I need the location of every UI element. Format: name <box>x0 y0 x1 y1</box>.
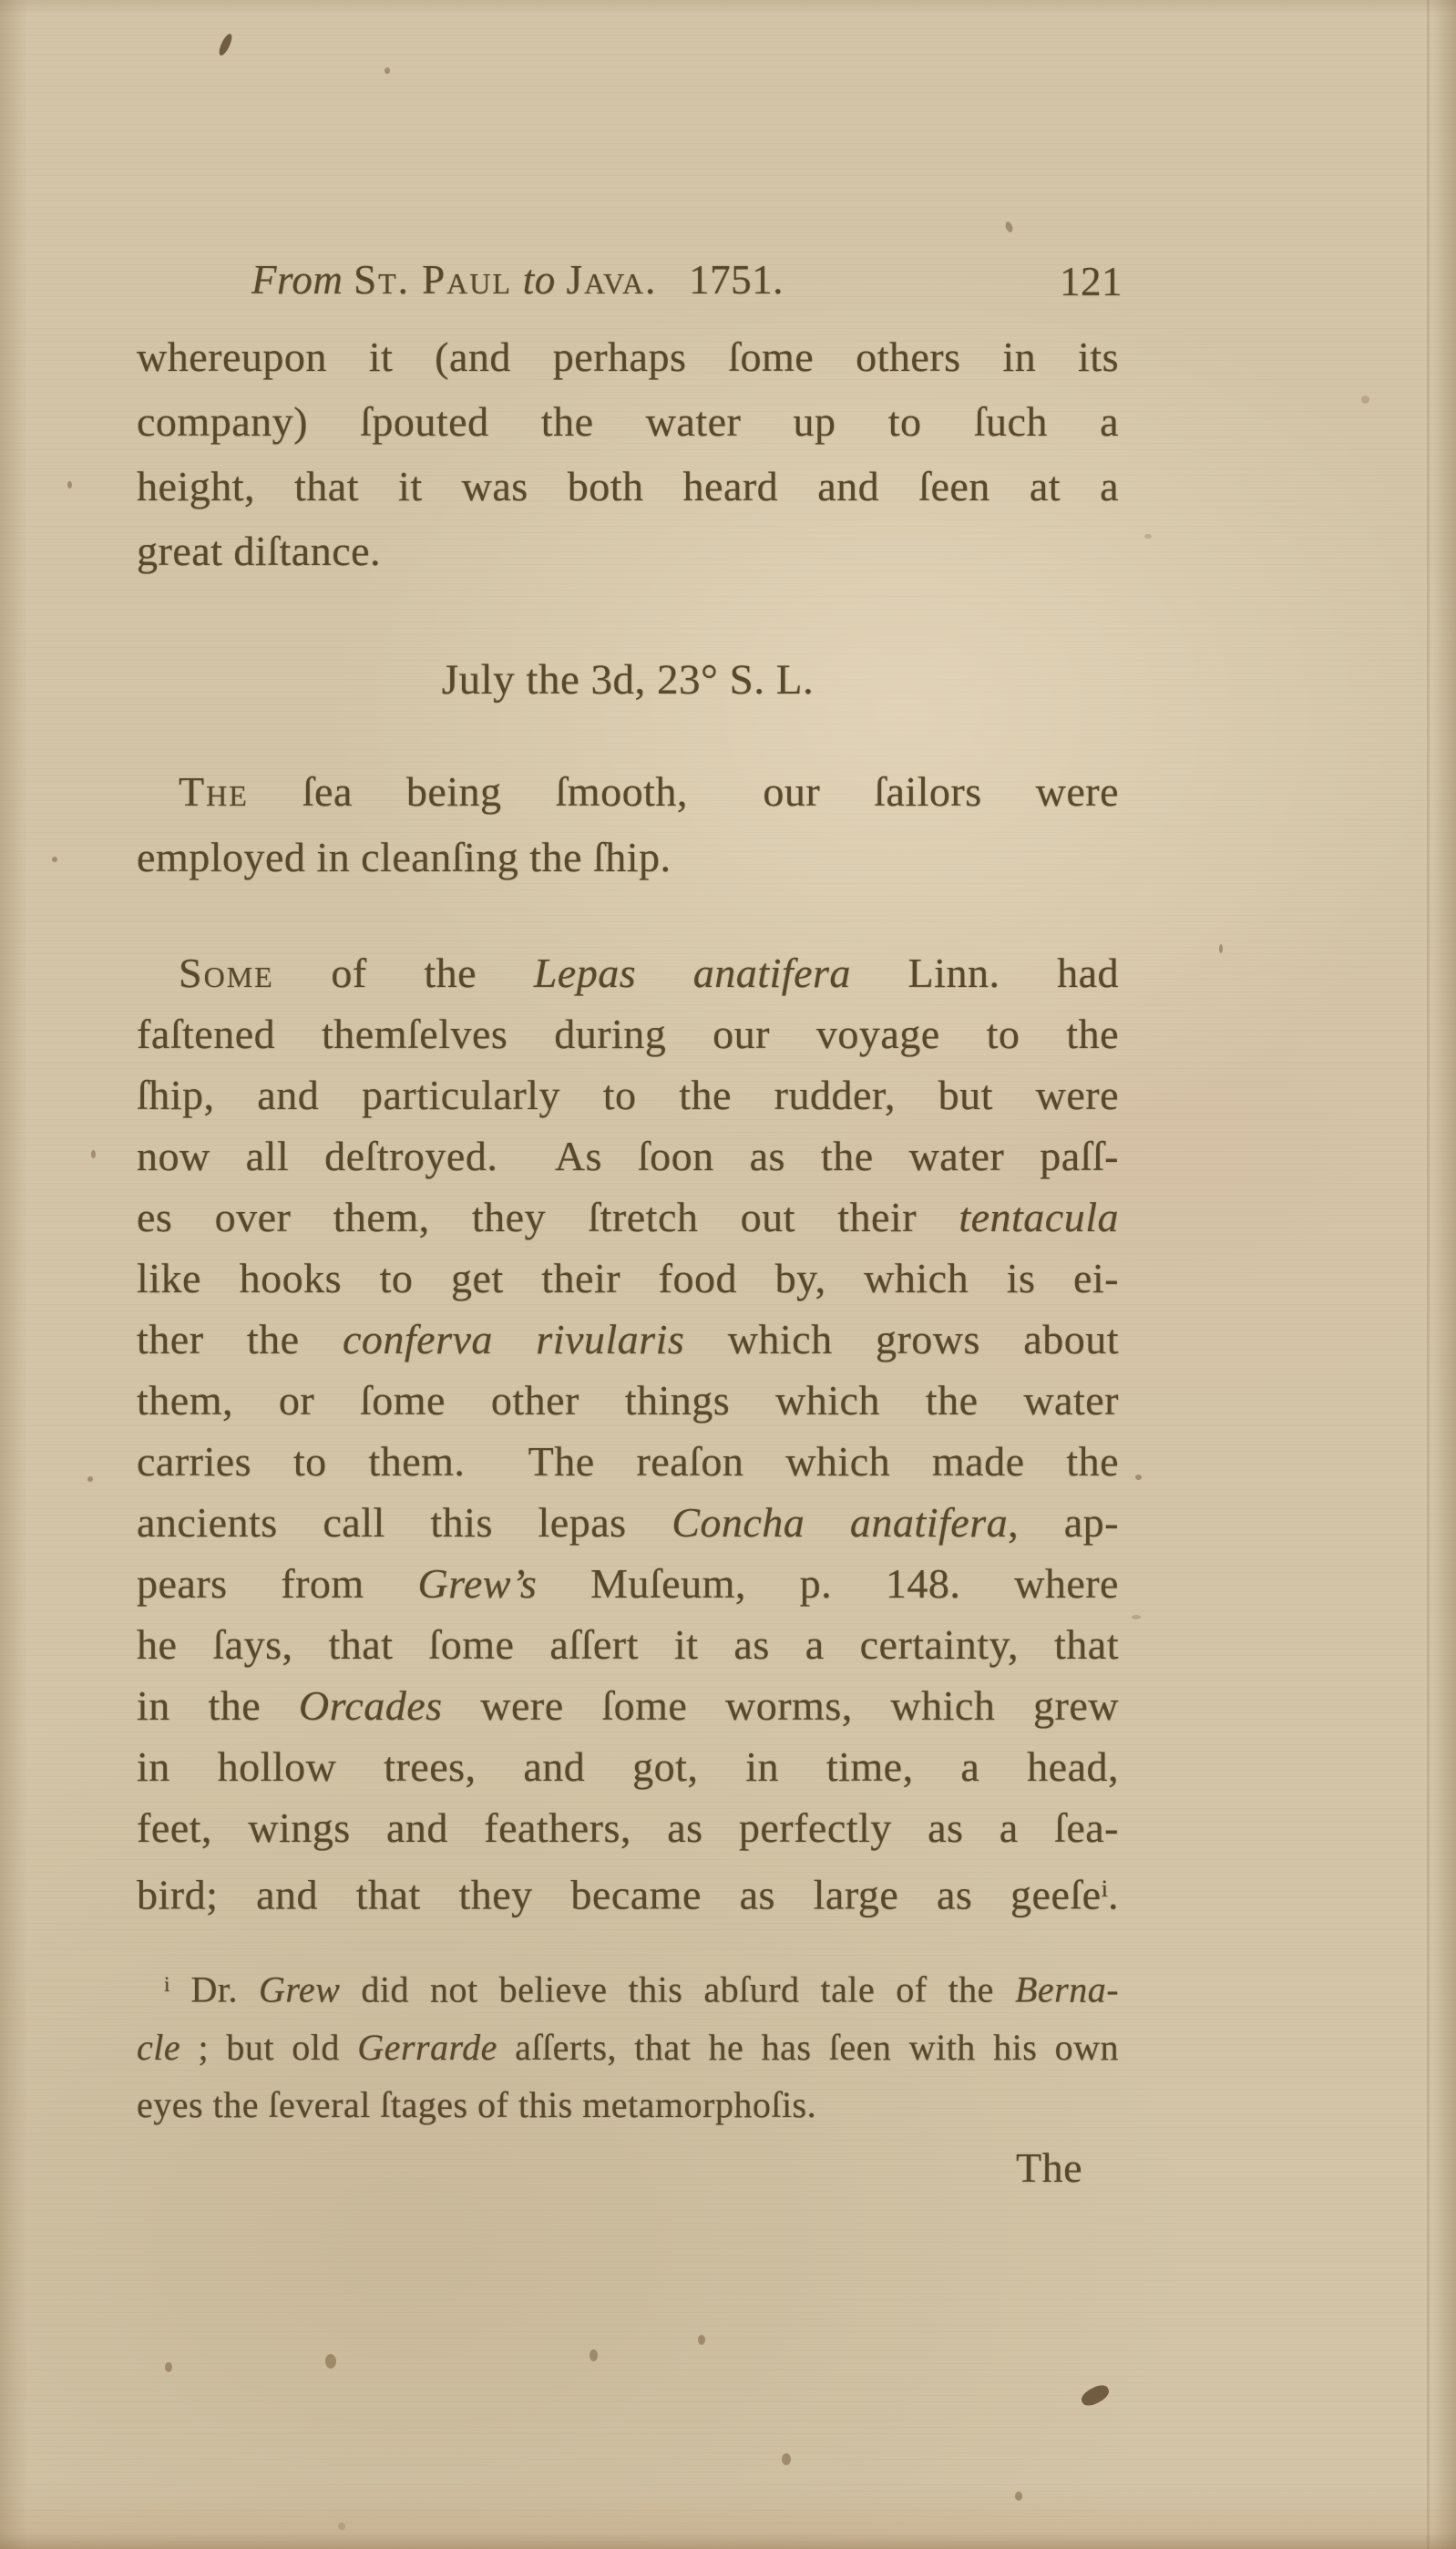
text-line <box>137 1431 1119 1492</box>
text-segment: 1751. <box>657 257 784 303</box>
paper-speck <box>1015 2492 1022 2501</box>
text-segment: height, that it was both heard and ſeen at a <box>137 463 1119 509</box>
text-segment: were ſome worms, which grew <box>442 1682 1119 1729</box>
text-line <box>137 389 1119 454</box>
text-segment <box>512 257 523 303</box>
paper-speck <box>1144 534 1152 539</box>
paper-speck <box>385 67 390 74</box>
text-segment: Java. <box>566 257 658 303</box>
text-segment: did not believe this abſurd tale of the <box>340 1968 1015 2010</box>
text-segment: which grows about <box>684 1316 1119 1362</box>
text-segment: carries to them. The reaſon which made the <box>137 1438 1119 1485</box>
text-segment: ſea being ſmooth, our ſailors were <box>248 768 1119 815</box>
page-edge-line <box>1427 0 1430 2549</box>
running-header-title <box>251 256 784 303</box>
text-segment: ; but old <box>180 2026 358 2068</box>
text-segment: Some <box>179 950 274 996</box>
paper-speck <box>1219 944 1223 953</box>
page-number: 121 <box>1060 259 1123 304</box>
text-segment: of the <box>273 950 534 996</box>
text-segment: tentacula <box>959 1194 1119 1240</box>
text-segment: aſſerts, that he has ſeen with his own <box>497 2026 1120 2068</box>
text-line <box>137 519 1119 583</box>
text-segment: cle <box>137 2026 181 2068</box>
text-line <box>137 1187 1119 1248</box>
text-line <box>137 1492 1119 1553</box>
text-line <box>137 1957 1119 2019</box>
text-segment: in the <box>137 1682 299 1729</box>
text-segment: company) ſpouted the water up to ſuch a <box>137 398 1119 445</box>
text-segment: conferva rivularis <box>342 1316 685 1362</box>
paper-speck <box>217 32 234 57</box>
text-segment: , ap- <box>1008 1499 1119 1546</box>
footnote <box>137 1957 1119 2133</box>
text-segment: like hooks to get their food by, which is ei- <box>137 1255 1119 1301</box>
paper-speck <box>67 481 72 488</box>
text-segment: employed in cleanſing the ſhip. <box>137 834 672 880</box>
text-line <box>137 1370 1119 1431</box>
text-segment: Berna- <box>1014 1968 1120 2010</box>
paper-speck <box>325 2354 336 2369</box>
text-segment: he ſays, that ſome aſſert it as a certainty, that <box>137 1621 1119 1668</box>
paragraph-sea-smooth <box>137 759 1119 890</box>
text-line <box>137 759 1119 825</box>
text-line <box>137 454 1119 519</box>
text-segment: in hollow trees, and got, in time, a head, <box>137 1743 1119 1790</box>
text-segment: i <box>1101 1875 1108 1902</box>
text-line <box>137 942 1119 1003</box>
text-segment: them, or ſome other things which the water <box>137 1377 1119 1424</box>
text-segment: ſhip, and particularly to the rudder, but were <box>137 1072 1119 1118</box>
paper-speck <box>165 2362 172 2372</box>
text-line <box>137 1736 1119 1797</box>
text-segment: Orcades <box>298 1682 443 1729</box>
text-segment: whereupon it (and perhaps ſome others in its <box>137 334 1119 380</box>
text-segment: Linn. had <box>850 950 1120 996</box>
text-segment: faſtened themſelves during our voyage to the <box>137 1011 1119 1057</box>
text-segment: Grew’s <box>417 1560 538 1607</box>
text-segment: . <box>1108 1871 1119 1918</box>
text-segment: Concha anatifera <box>672 1499 1009 1546</box>
text-segment <box>556 257 567 303</box>
text-segment: Gerrarde <box>357 2026 497 2068</box>
paper-speck <box>1135 1475 1142 1480</box>
paper-speck <box>1004 221 1014 233</box>
text-line <box>137 1309 1119 1370</box>
paper-speck <box>52 857 57 862</box>
text-segment: i <box>164 1973 170 1997</box>
text-segment: es over them, they ſtretch out their <box>137 1194 959 1240</box>
paper-speck <box>87 1476 93 1482</box>
text-segment: From <box>251 257 354 303</box>
text-line <box>137 1675 1119 1736</box>
paper-speck <box>91 1150 96 1158</box>
text-line <box>137 324 1119 389</box>
date-heading: July the 3d, 23° S. L. <box>441 656 815 704</box>
text-line <box>137 1614 1119 1675</box>
paper-speck <box>698 2335 705 2345</box>
text-segment: St. Paul <box>354 257 512 303</box>
text-segment: Lepas anatifera <box>533 950 851 996</box>
text-line <box>137 2076 1119 2133</box>
text-segment: Muſeum, p. 148. where <box>537 1560 1119 1607</box>
text-segment: Dr. <box>169 1968 259 2010</box>
paper-speck <box>1361 396 1369 404</box>
text-segment: Grew <box>258 1968 341 2010</box>
text-segment: feet, wings and feathers, as perfectly as a ſea- <box>137 1804 1119 1851</box>
paragraph-lepas-anatifera <box>137 942 1119 1925</box>
text-line <box>137 825 1119 890</box>
paper-speck <box>1079 2381 1112 2409</box>
text-line <box>137 1797 1119 1858</box>
text-line <box>137 2019 1119 2076</box>
text-segment: now all deſtroyed. As ſoon as the water paſſ- <box>137 1133 1119 1179</box>
text-line <box>137 1248 1119 1309</box>
paper-speck <box>782 2453 791 2465</box>
paper-speck <box>1132 1615 1141 1619</box>
text-segment: bird; and that they became as large as geeſe <box>137 1871 1102 1918</box>
text-segment: The <box>179 768 249 815</box>
text-segment: great diſtance. <box>137 528 382 574</box>
text-segment: pears from <box>137 1560 418 1607</box>
paper-speck <box>590 2349 598 2361</box>
catchword: The <box>1015 2144 1082 2191</box>
text-segment: eyes the ſeveral ſtages of this metamorphoſis. <box>137 2083 817 2125</box>
text-line <box>137 1064 1119 1125</box>
text-segment: to <box>522 257 556 303</box>
running-header <box>137 256 1123 314</box>
paper-speck <box>338 2523 345 2530</box>
text-line <box>137 1858 1119 1925</box>
text-line <box>137 1003 1119 1064</box>
text-segment: ancients call this lepas <box>137 1499 672 1546</box>
text-line <box>137 1125 1119 1187</box>
paragraph-opening <box>137 324 1119 583</box>
text-segment: ther the <box>137 1316 343 1362</box>
text-line <box>137 1553 1119 1614</box>
